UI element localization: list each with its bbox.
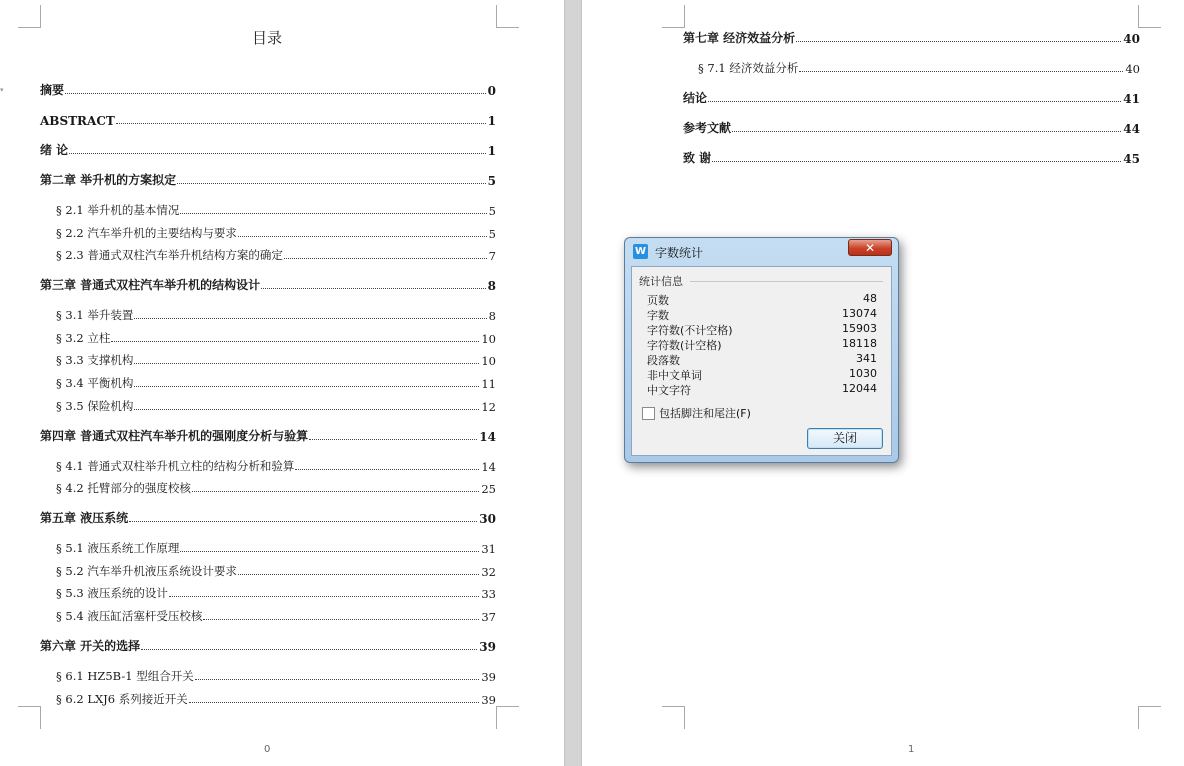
toc-section-entry[interactable] — [56, 456, 496, 474]
stat-label: 字符数(不计空格) — [647, 324, 733, 337]
toc-entry-page: 41 — [1123, 92, 1140, 106]
stat-row — [647, 352, 877, 367]
toc-entry-page: 12 — [481, 399, 496, 414]
toc-dot-leader — [111, 341, 479, 342]
stat-row — [647, 382, 877, 397]
toc-entry-page: 30 — [479, 512, 496, 527]
toc-section-entry[interactable] — [56, 328, 496, 346]
toc-entry-page: 44 — [1123, 122, 1140, 136]
toc-dot-leader — [238, 574, 480, 575]
toc-entry-page: 45 — [1123, 152, 1140, 166]
toc-chapter-entry[interactable] — [40, 508, 496, 526]
toc-entry-page: 7 — [488, 249, 496, 264]
toc-dot-leader — [708, 101, 1121, 102]
stat-row — [647, 367, 877, 382]
toc-section-entry[interactable] — [56, 396, 496, 414]
toc-entry-page: 5 — [488, 204, 496, 218]
toc-dot-leader — [309, 439, 477, 440]
toc-section-entry[interactable] — [56, 245, 496, 263]
page-gutter — [564, 0, 582, 766]
toc-section-entry[interactable] — [56, 561, 496, 579]
include-footnotes-checkbox[interactable] — [642, 407, 655, 420]
toc-dot-leader — [284, 258, 487, 259]
stat-value: 18118 — [842, 337, 877, 350]
toc-entry-title: § 6.1 HZ5B-1 型组合开关 — [56, 669, 194, 683]
wps-writer-icon: W — [634, 246, 647, 257]
stat-row — [647, 322, 877, 337]
toc-entry-page: 10 — [481, 354, 496, 369]
toc-entry-title: 第七章 经济效益分析 — [683, 31, 796, 45]
toc-chapter-entry[interactable] — [683, 118, 1140, 136]
toc-chapter-entry[interactable] — [40, 140, 496, 158]
stat-value: 15903 — [842, 322, 877, 335]
toc-dot-leader — [116, 123, 486, 124]
toc-dot-leader — [134, 409, 479, 410]
toc-entry-page: 37 — [481, 610, 496, 624]
toc-dot-leader — [134, 386, 479, 387]
toc-section-entry[interactable] — [56, 606, 496, 624]
toc-dot-leader — [141, 649, 477, 650]
toc-entry-page: 32 — [481, 564, 496, 579]
toc-entry-title: § 6.2 LXJ6 系列接近开关 — [56, 691, 188, 706]
toc-entry-page: 1 — [487, 144, 496, 158]
toc-entry-page: 14 — [479, 429, 496, 444]
stats-group-label: 统计信息 — [639, 273, 687, 289]
toc-entry-title: § 5.3 液压系统的设计 — [56, 586, 168, 601]
toc-entry-title: § 2.3 普通式双柱汽车举升机结构方案的确定 — [56, 248, 283, 263]
toc-section-entry[interactable] — [56, 350, 496, 368]
dialog-body — [631, 266, 892, 456]
toc-entry-title: § 3.3 支撑机构 — [56, 353, 134, 368]
toc-entry-page: 14 — [481, 459, 496, 474]
toc-section-entry[interactable] — [56, 583, 496, 601]
toc-section-entry[interactable] — [56, 666, 496, 684]
toc-chapter-entry[interactable] — [40, 426, 496, 444]
toc-dot-leader — [169, 596, 480, 597]
toc-section-entry[interactable] — [56, 200, 496, 218]
toc-entry-title: 绪 论 — [40, 143, 69, 157]
toc-entry-title: § 7.1 经济效益分析 — [698, 61, 799, 75]
toc-section-entry[interactable] — [698, 58, 1140, 76]
stat-value: 13074 — [842, 307, 877, 320]
toc-entry-title: § 3.2 立柱 — [56, 330, 111, 345]
include-footnotes-label[interactable]: 包括脚注和尾注(F) — [659, 407, 751, 420]
toc-entry-title: § 5.1 液压系统工作原理 — [56, 541, 180, 556]
toc-dot-leader — [129, 521, 477, 522]
toc-entry-title: § 4.2 托臂部分的强度校核 — [56, 481, 191, 496]
toc-entry-title: § 3.5 保险机构 — [56, 398, 134, 413]
toc-chapter-entry[interactable] — [40, 80, 496, 98]
crop-mark — [18, 5, 41, 28]
toc-entry-title: 第三章 普通式双柱汽车举升机的结构设计 — [40, 278, 261, 293]
toc-entry-page: 40 — [1125, 62, 1140, 76]
toc-chapter-entry[interactable] — [40, 636, 496, 654]
toc-chapter-entry[interactable] — [683, 88, 1140, 106]
page-number: 1 — [908, 744, 915, 755]
toc-dot-leader — [177, 183, 485, 184]
toc-entry-title: 参考文献 — [683, 121, 732, 135]
toc-dot-leader — [134, 318, 486, 319]
toc-entry-page: 5 — [487, 174, 496, 188]
toc-dot-leader — [69, 153, 485, 154]
toc-section-entry[interactable] — [56, 478, 496, 496]
toc-dot-leader — [192, 491, 480, 492]
toc-entry-page: 33 — [481, 587, 496, 602]
stat-label: 字符数(计空格) — [647, 339, 722, 352]
toc-dot-leader — [732, 131, 1121, 132]
toc-dot-leader — [712, 161, 1121, 162]
toc-entry-page: 10 — [481, 331, 496, 346]
margin-marker: ▾ — [0, 86, 4, 94]
crop-mark — [662, 706, 685, 729]
toc-dot-leader — [796, 41, 1121, 42]
toc-entry-title: § 2.2 汽车举升机的主要结构与要求 — [56, 225, 237, 240]
toc-entry-title: 第二章 举升机的方案拟定 — [40, 173, 177, 187]
stat-row — [647, 292, 877, 307]
stat-row — [647, 307, 877, 322]
toc-dot-leader — [65, 93, 486, 94]
toc-entry-page: 8 — [488, 309, 496, 324]
crop-mark — [1138, 5, 1161, 28]
toc-entry-title: ABSTRACT — [40, 114, 115, 128]
dialog-titlebar[interactable] — [625, 238, 898, 264]
stat-label: 中文字符 — [647, 384, 691, 397]
stat-label: 页数 — [647, 294, 669, 307]
toc-section-entry[interactable] — [56, 223, 496, 241]
stat-label: 段落数 — [647, 354, 680, 367]
toc-entry-title: § 3.1 举升装置 — [56, 308, 134, 323]
toc-dot-leader — [261, 288, 485, 289]
toc-chapter-entry[interactable] — [683, 148, 1140, 166]
toc-section-entry[interactable] — [56, 689, 496, 707]
dialog-close-icon[interactable]: ✕ — [848, 239, 892, 256]
crop-mark — [1138, 706, 1161, 729]
toc-section-entry[interactable] — [56, 538, 496, 556]
crop-mark — [496, 5, 519, 28]
toc-entry-title: 第五章 液压系统 — [40, 511, 129, 526]
toc-chapter-entry[interactable] — [40, 275, 496, 293]
toc-entry-title: § 3.4 平衡机构 — [56, 376, 134, 390]
word-count-dialog — [624, 237, 899, 463]
toc-entry-page: 8 — [487, 279, 496, 294]
toc-chapter-entry[interactable] — [683, 28, 1140, 46]
document-page-left — [0, 0, 564, 766]
toc-section-entry[interactable] — [56, 305, 496, 323]
toc-entry-title: § 4.1 普通式双柱举升机立柱的结构分析和验算 — [56, 458, 295, 473]
crop-mark — [18, 706, 41, 729]
toc-section-entry[interactable] — [56, 373, 496, 391]
toc-dot-leader — [238, 236, 487, 237]
toc-entry-title: 摘要 — [40, 83, 65, 97]
toc-entry-title: 第六章 开关的选择 — [40, 639, 141, 653]
crop-mark — [496, 706, 519, 729]
toc-entry-page: 25 — [481, 482, 496, 497]
toc-dot-leader — [180, 213, 486, 214]
toc-chapter-entry[interactable] — [40, 170, 496, 188]
toc-title: 目录 — [251, 29, 282, 47]
toc-entry-page: 39 — [481, 692, 496, 707]
toc-dot-leader — [134, 363, 479, 364]
crop-mark — [662, 5, 685, 28]
stat-value: 341 — [856, 352, 877, 365]
stat-value: 48 — [863, 292, 877, 305]
page-number: 0 — [264, 744, 271, 755]
toc-dot-leader — [799, 71, 1123, 72]
toc-entry-page: 1 — [487, 114, 496, 128]
toc-entry-title: 第四章 普通式双柱汽车举升机的强刚度分析与验算 — [40, 428, 309, 443]
stat-value: 1030 — [849, 367, 877, 380]
toc-dot-leader — [203, 619, 479, 620]
toc-entry-title: § 5.4 液压缸活塞杆受压校核 — [56, 609, 203, 623]
stat-label: 非中文单词 — [647, 369, 702, 382]
toc-entry-title: 结论 — [683, 91, 708, 105]
toc-entry-title: 致 谢 — [683, 151, 712, 165]
toc-dot-leader — [189, 702, 480, 703]
toc-dot-leader — [180, 551, 479, 552]
stat-value: 12044 — [842, 382, 877, 395]
close-button[interactable]: 关闭 — [807, 428, 883, 449]
toc-entry-page: 31 — [481, 542, 496, 557]
toc-entry-page: 5 — [488, 226, 496, 241]
toc-dot-leader — [195, 679, 480, 680]
stat-row — [647, 337, 877, 352]
toc-entry-title: § 5.2 汽车举升机液压系统设计要求 — [56, 563, 237, 578]
group-divider — [690, 281, 883, 282]
dialog-title: 字数统计 — [655, 246, 704, 260]
toc-chapter-entry[interactable] — [40, 110, 496, 128]
toc-entry-title: § 2.1 举升机的基本情况 — [56, 203, 180, 217]
toc-entry-page: 0 — [487, 84, 496, 98]
stat-label: 字数 — [647, 309, 669, 322]
toc-dot-leader — [295, 469, 479, 470]
toc-entry-page: 11 — [481, 377, 496, 391]
toc-entry-page: 39 — [479, 640, 496, 654]
toc-entry-page: 39 — [481, 670, 496, 684]
toc-entry-page: 40 — [1123, 32, 1140, 46]
